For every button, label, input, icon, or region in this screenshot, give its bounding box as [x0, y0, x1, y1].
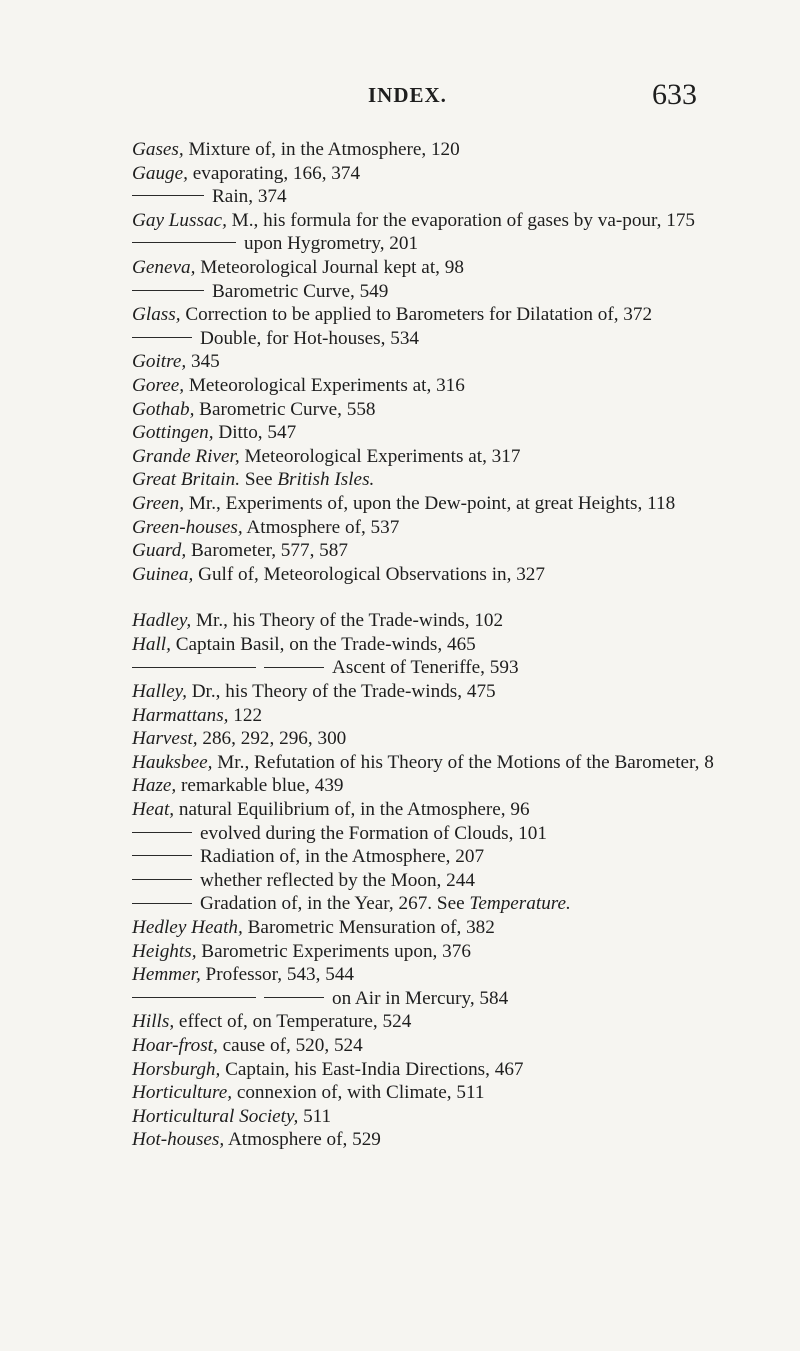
entry-text: remarkable blue, 439: [176, 775, 344, 797]
entry-text: Radiation of, in the Atmosphere, 207: [200, 846, 485, 868]
index-entry: [132, 468, 732, 492]
headword: Guard,: [132, 540, 187, 562]
index-entry: [132, 350, 732, 374]
index-entry: [132, 704, 732, 728]
index-entry: [132, 774, 732, 798]
headword: Heat,: [132, 799, 175, 821]
entry-text: Barometric Mensuration of, 382: [242, 917, 495, 938]
index-entry: [132, 609, 732, 633]
headword: Haze,: [132, 775, 177, 797]
index-entry: [132, 1081, 732, 1105]
ditto-dash: [132, 855, 192, 856]
ditto-dash: [132, 997, 256, 998]
entry-text: Correction to be applied to Barometers for Dilatation of, 372: [180, 304, 653, 326]
headword: Horsburgh,: [132, 1058, 221, 1080]
index-entry: [132, 963, 732, 987]
headword: Gases,: [132, 139, 184, 160]
entry-text: evolved during the Formation of Clouds, 101: [200, 822, 547, 844]
page-number: 633: [652, 78, 697, 111]
index-entry: [132, 940, 732, 964]
index-entry: [132, 162, 732, 186]
headword: Harvest,: [132, 728, 198, 750]
headword: Gay Lussac,: [132, 209, 227, 231]
entry-text: Atmosphere of, 529: [224, 1129, 381, 1151]
entry-text: Barometric Curve, 549: [212, 280, 389, 302]
headword: Horticulture,: [132, 1082, 233, 1104]
index-subentry: [132, 822, 732, 846]
index-entry: [132, 421, 732, 445]
entry-text: Professor, 543, 544: [200, 964, 355, 986]
entry-text: cause of, 520, 524: [217, 1034, 363, 1056]
headword: Gottingen,: [132, 422, 214, 444]
index-subentry: [132, 327, 732, 351]
index-entry: [132, 727, 732, 751]
entry-text: Mr., Experiments of, upon the Dew-point, at great Heights, 118: [184, 492, 676, 514]
index-entry: [132, 633, 732, 657]
index-entry: [132, 1010, 732, 1034]
headword: Green-houses,: [132, 516, 243, 538]
headword: Goree,: [132, 374, 185, 396]
headword: Gauge,: [132, 162, 188, 184]
index-entry: [132, 751, 732, 775]
entry-text: Mixture of, in the Atmosphere, 120: [183, 139, 460, 160]
headword: Gothab,: [132, 398, 195, 420]
entry-text: Barometer, 577, 587: [186, 540, 348, 562]
index-entry: [132, 303, 732, 327]
index-entry: [132, 445, 732, 469]
page-header: [0, 78, 800, 118]
headword: Hot-houses,: [132, 1129, 225, 1151]
ditto-dash: [132, 337, 192, 338]
entry-text: Gradation of, in the Year, 267. See: [200, 893, 470, 915]
headword: Great Britain.: [132, 469, 241, 491]
headword: Goitre,: [132, 351, 187, 373]
entry-text: Captain, his East-India Directions, 467: [220, 1058, 524, 1080]
index-entry: [132, 209, 732, 233]
index-subentry: [132, 987, 732, 1011]
entry-text: Dr., his Theory of the Trade-winds, 475: [186, 681, 496, 703]
index-subentry: [132, 869, 732, 893]
entry-text: Gulf of, Meteorological Observations in, 327: [193, 563, 545, 585]
entry-text: Meteorological Journal kept at, 98: [195, 256, 464, 278]
entry-text: Mr., Refutation of his Theory of the Motions of the Barometer, 8: [212, 751, 714, 773]
entry-text: Double, for Hot-houses, 534: [200, 327, 420, 349]
index-entry: [132, 492, 732, 516]
ditto-dash: [132, 903, 192, 904]
headword: Green,: [132, 492, 185, 514]
entry-text: connexion of, with Climate, 511: [232, 1082, 485, 1104]
index-entry: [132, 916, 732, 940]
index-subentry: [132, 232, 732, 256]
index-entries: [132, 138, 732, 1152]
headword: Hauksbee,: [132, 751, 213, 773]
index-entry: [132, 1128, 732, 1152]
entry-text: Rain, 374: [212, 186, 287, 208]
headword: Guinea,: [132, 563, 194, 585]
index-subentry: [132, 280, 732, 304]
ditto-dash: [132, 879, 192, 880]
entry-text: effect of, on Temperature, 524: [174, 1011, 412, 1033]
index-entry: [132, 1034, 732, 1058]
entry-text: Meteorological Experiments at, 317: [239, 445, 521, 467]
headword: Hills,: [132, 1011, 175, 1033]
headword: Geneva,: [132, 256, 196, 278]
index-subentry: [132, 185, 732, 209]
ditto-dash: [132, 667, 256, 668]
headword: Hadley,: [132, 610, 192, 632]
index-entry: [132, 680, 732, 704]
headword: Halley,: [132, 681, 187, 703]
see-reference: Temperature.: [469, 893, 571, 915]
index-subentry: [132, 892, 732, 916]
entry-text: Barometric Experiments upon, 376: [196, 940, 471, 962]
entry-text: whether reflected by the Moon, 244: [200, 869, 475, 891]
index-entry: [132, 374, 732, 398]
headword: Horticultural Society,: [132, 1105, 299, 1127]
entry-text: evaporating, 166, 374: [187, 162, 361, 184]
see-reference: British Isles.: [277, 469, 375, 491]
entry-text: Atmosphere of, 537: [242, 516, 400, 538]
entry-text: Barometric Curve, 558: [194, 398, 376, 420]
ditto-dash: [264, 997, 324, 998]
index-entry: [132, 138, 732, 162]
headword: Harmattans,: [132, 704, 229, 726]
entry-text: See: [240, 469, 278, 491]
index-entry: [132, 398, 732, 422]
index-entry: [132, 516, 732, 540]
entry-text: 345: [186, 351, 220, 373]
running-title: INDEX.: [368, 83, 447, 107]
entry-text: 511: [298, 1105, 332, 1127]
entry-text: M., his formula for the evaporation of gases by va-pour, 175: [226, 209, 696, 231]
index-entry: [132, 563, 732, 587]
index-entry: [132, 1105, 732, 1129]
entry-text: Mr., his Theory of the Trade-winds, 102: [191, 610, 504, 632]
index-subentry: [132, 656, 732, 680]
ditto-dash: [132, 195, 204, 196]
ditto-dash: [264, 667, 324, 668]
entry-text: natural Equilibrium of, in the Atmosphere, 96: [174, 799, 530, 821]
index-entry: [132, 1058, 732, 1082]
headword: Heights,: [132, 940, 197, 962]
entry-text: 286, 292, 296, 300: [197, 728, 347, 750]
headword: Grande River,: [132, 445, 240, 467]
entry-text: on Air in Mercury, 584: [332, 987, 509, 1009]
headword: Hoar-frost,: [132, 1034, 218, 1056]
entry-text: Ascent of Teneriffe, 593: [332, 657, 519, 679]
index-entry: [132, 539, 732, 563]
headword: Hemmer,: [132, 964, 201, 986]
entry-text: Captain Basil, on the Trade-winds, 465: [170, 633, 476, 655]
index-entry: [132, 798, 732, 822]
index-subentry: [132, 845, 732, 869]
entry-text: Meteorological Experiments at, 316: [184, 374, 465, 396]
index-entry: [132, 256, 732, 280]
ditto-dash: [132, 290, 204, 291]
headword: Hedley Heath,: [132, 917, 243, 938]
headword: Glass,: [132, 304, 181, 326]
entry-text: upon Hygrometry, 201: [244, 233, 419, 255]
ditto-dash: [132, 242, 236, 243]
headword: Hall,: [132, 633, 171, 655]
ditto-dash: [132, 832, 192, 833]
entry-text: Ditto, 547: [213, 422, 297, 444]
entry-text: 122: [228, 704, 263, 726]
